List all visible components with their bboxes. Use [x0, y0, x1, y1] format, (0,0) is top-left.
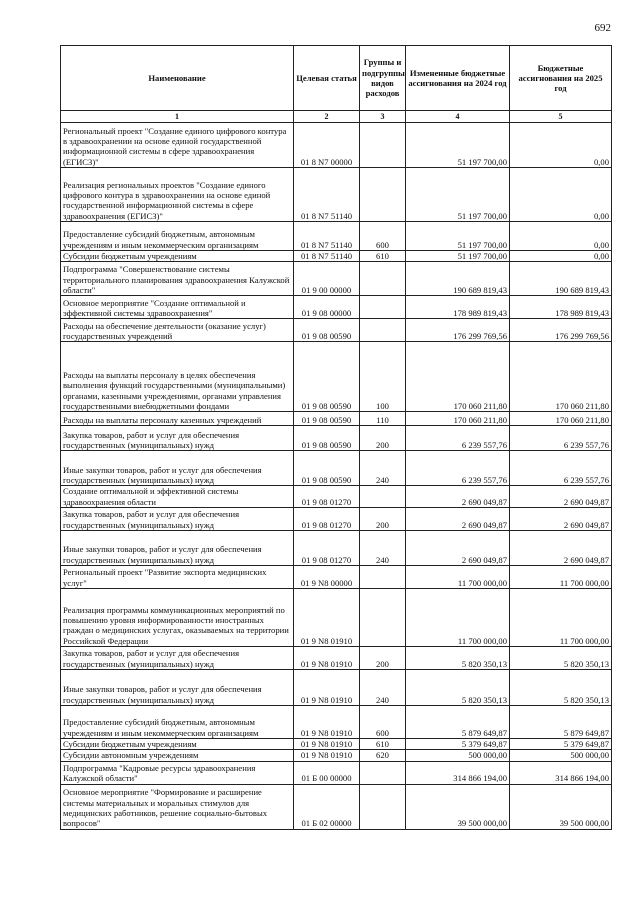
row-name: Иные закупки товаров, работ и услуг для обеспечения государственных (муниципальных) нужд [61, 451, 294, 486]
table-row [61, 123, 612, 168]
row-amount-2025: 11 700 000,00 [510, 565, 612, 588]
row-target-code: 01 9 08 00590 [294, 451, 360, 486]
row-name: Закупка товаров, работ и услуг для обеспечения государственных (муниципальных) нужд [61, 426, 294, 451]
table-row [61, 486, 612, 508]
row-name: Иные закупки товаров, работ и услуг для обеспечения государственных (муниципальных) нужд [61, 669, 294, 705]
row-amount-2024: 11 700 000,00 [406, 588, 510, 646]
row-name: Расходы на выплаты персоналу в целях обеспечения выполнения функций государственными (муниципальными) органами, казенными учреждениями, органами управления государственными внебюджетными фондами [61, 342, 294, 412]
row-name: Расходы на выплаты персоналу казенных учреждений [61, 412, 294, 426]
row-amount-2025: 6 239 557,76 [510, 426, 612, 451]
row-amount-2024: 5 879 649,87 [406, 705, 510, 738]
table-row [61, 451, 612, 486]
row-target-code: 01 8 N7 51140 [294, 222, 360, 251]
table-row [61, 168, 612, 222]
table-row [61, 342, 612, 412]
row-name: Основное мероприятие "Создание оптимальной и эффективной системы здравоохранения" [61, 296, 294, 319]
row-expense-group: 240 [360, 669, 406, 705]
table-row [61, 738, 612, 749]
row-target-code: 01 Б 02 00000 [294, 784, 360, 829]
row-expense-group: 240 [360, 451, 406, 486]
row-amount-2024: 5 379 649,87 [406, 738, 510, 749]
row-expense-group: 100 [360, 342, 406, 412]
row-target-code: 01 9 00 00000 [294, 262, 360, 296]
row-name: Предоставление субсидий бюджетным, автономным учреждениям и иным некоммерческим организациям [61, 705, 294, 738]
row-amount-2025: 176 299 769,56 [510, 319, 612, 342]
row-amount-2025: 170 060 211,80 [510, 412, 612, 426]
row-expense-group: 600 [360, 222, 406, 251]
row-target-code: 01 9 08 01270 [294, 486, 360, 508]
budget-table [60, 45, 612, 830]
row-target-code: 01 9 08 01270 [294, 530, 360, 565]
column-number: 5 [510, 111, 612, 123]
row-target-code: 01 8 N7 00000 [294, 123, 360, 168]
table-row [61, 646, 612, 669]
row-name: Реализация региональных проектов "Создание единого цифрового контура в здравоохранении на основе единой государственной информационной системы в сфере здравоохранения (ЕГИСЗ)" [61, 168, 294, 222]
row-amount-2024: 51 197 700,00 [406, 251, 510, 262]
row-expense-group [360, 168, 406, 222]
row-target-code: 01 9 N8 01910 [294, 669, 360, 705]
header-amount-2025: Бюджетные ассигнования на 2025 год [510, 46, 612, 111]
row-amount-2024: 11 700 000,00 [406, 565, 510, 588]
row-expense-group: 600 [360, 705, 406, 738]
row-target-code: 01 9 N8 01910 [294, 738, 360, 749]
table-row [61, 319, 612, 342]
table-row [61, 412, 612, 426]
table-row [61, 222, 612, 251]
column-number-row [61, 111, 612, 123]
row-name: Субсидии автономным учреждениям [61, 750, 294, 761]
row-expense-group: 110 [360, 412, 406, 426]
row-target-code: 01 9 08 00590 [294, 412, 360, 426]
row-amount-2024: 170 060 211,80 [406, 412, 510, 426]
row-name: Подпрограмма "Совершенствование системы территориального планирования здравоохранения Калужской области" [61, 262, 294, 296]
row-amount-2024: 190 689 819,43 [406, 262, 510, 296]
header-target: Целевая статья [294, 46, 360, 111]
row-amount-2024: 178 989 819,43 [406, 296, 510, 319]
row-target-code: 01 Б 00 00000 [294, 761, 360, 784]
row-target-code: 01 9 08 00590 [294, 319, 360, 342]
row-amount-2024: 6 239 557,76 [406, 426, 510, 451]
row-amount-2024: 51 197 700,00 [406, 168, 510, 222]
row-amount-2025: 190 689 819,43 [510, 262, 612, 296]
table-row [61, 507, 612, 530]
row-amount-2024: 176 299 769,56 [406, 319, 510, 342]
row-target-code: 01 9 N8 00000 [294, 565, 360, 588]
row-target-code: 01 9 08 00590 [294, 342, 360, 412]
row-name: Закупка товаров, работ и услуг для обеспечения государственных (муниципальных) нужд [61, 507, 294, 530]
column-number: 3 [360, 111, 406, 123]
row-name: Основное мероприятие "Формирование и расширение системы материальных и моральных стимулов для медицинских работников, решение социально-бытовых вопросов" [61, 784, 294, 829]
row-amount-2025: 5 820 350,13 [510, 669, 612, 705]
column-number: 1 [61, 111, 294, 123]
row-amount-2024: 39 500 000,00 [406, 784, 510, 829]
table-row [61, 669, 612, 705]
header-amount-2024: Измененные бюджетные ассигнования на 2024 год [406, 46, 510, 111]
row-amount-2025: 500 000,00 [510, 750, 612, 761]
row-amount-2024: 51 197 700,00 [406, 222, 510, 251]
table-row [61, 761, 612, 784]
table-row [61, 705, 612, 738]
row-expense-group: 240 [360, 530, 406, 565]
table-row [61, 426, 612, 451]
header-groups: Группы и подгруппы видов расходов [360, 46, 406, 111]
row-amount-2024: 2 690 049,87 [406, 530, 510, 565]
row-amount-2025: 0,00 [510, 168, 612, 222]
row-amount-2024: 314 866 194,00 [406, 761, 510, 784]
row-amount-2024: 51 197 700,00 [406, 123, 510, 168]
row-amount-2025: 39 500 000,00 [510, 784, 612, 829]
row-expense-group: 610 [360, 251, 406, 262]
table-row [61, 565, 612, 588]
row-amount-2024: 170 060 211,80 [406, 342, 510, 412]
column-number: 4 [406, 111, 510, 123]
row-target-code: 01 9 N8 01910 [294, 588, 360, 646]
row-expense-group [360, 296, 406, 319]
row-amount-2024: 5 820 350,13 [406, 646, 510, 669]
row-amount-2024: 2 690 049,87 [406, 486, 510, 508]
row-expense-group: 200 [360, 426, 406, 451]
row-name: Субсидии бюджетным учреждениям [61, 738, 294, 749]
row-amount-2025: 11 700 000,00 [510, 588, 612, 646]
row-target-code: 01 8 N7 51140 [294, 168, 360, 222]
row-target-code: 01 9 08 00590 [294, 426, 360, 451]
row-expense-group [360, 784, 406, 829]
row-name: Закупка товаров, работ и услуг для обеспечения государственных (муниципальных) нужд [61, 646, 294, 669]
row-name: Региональный проект "Развитие экспорта медицинских услуг" [61, 565, 294, 588]
table-row [61, 262, 612, 296]
row-amount-2025: 5 379 649,87 [510, 738, 612, 749]
row-amount-2024: 5 820 350,13 [406, 669, 510, 705]
row-name: Подпрограмма "Кадровые ресурсы здравоохранения Калужской области" [61, 761, 294, 784]
table-row [61, 251, 612, 262]
row-expense-group: 200 [360, 646, 406, 669]
row-expense-group [360, 262, 406, 296]
row-amount-2025: 178 989 819,43 [510, 296, 612, 319]
row-expense-group [360, 319, 406, 342]
row-target-code: 01 9 N8 01910 [294, 705, 360, 738]
row-amount-2025: 0,00 [510, 222, 612, 251]
row-expense-group [360, 123, 406, 168]
row-target-code: 01 8 N7 51140 [294, 251, 360, 262]
row-amount-2025: 314 866 194,00 [510, 761, 612, 784]
row-name: Иные закупки товаров, работ и услуг для обеспечения государственных (муниципальных) нужд [61, 530, 294, 565]
row-amount-2024: 2 690 049,87 [406, 507, 510, 530]
table-row [61, 530, 612, 565]
row-expense-group [360, 588, 406, 646]
row-expense-group: 610 [360, 738, 406, 749]
row-name: Предоставление субсидий бюджетным, автономным учреждениям и иным некоммерческим организациям [61, 222, 294, 251]
table-row [61, 296, 612, 319]
header-name: Наименование [61, 46, 294, 111]
table-row [61, 750, 612, 761]
row-amount-2025: 6 239 557,76 [510, 451, 612, 486]
row-amount-2025: 2 690 049,87 [510, 530, 612, 565]
row-expense-group: 200 [360, 507, 406, 530]
row-target-code: 01 9 N8 01910 [294, 646, 360, 669]
row-amount-2024: 6 239 557,76 [406, 451, 510, 486]
row-expense-group [360, 565, 406, 588]
row-name: Расходы на обеспечение деятельности (оказание услуг) государственных учреждений [61, 319, 294, 342]
row-target-code: 01 9 08 00000 [294, 296, 360, 319]
row-amount-2025: 0,00 [510, 123, 612, 168]
row-amount-2025: 5 820 350,13 [510, 646, 612, 669]
row-expense-group: 620 [360, 750, 406, 761]
row-amount-2025: 170 060 211,80 [510, 342, 612, 412]
row-amount-2025: 5 879 649,87 [510, 705, 612, 738]
row-target-code: 01 9 08 01270 [294, 507, 360, 530]
row-name: Создание оптимальной и эффективной системы здравоохранения области [61, 486, 294, 508]
row-amount-2025: 2 690 049,87 [510, 507, 612, 530]
row-name: Субсидии бюджетным учреждениям [61, 251, 294, 262]
row-expense-group [360, 761, 406, 784]
column-number: 2 [294, 111, 360, 123]
row-name: Реализация программы коммуникационных мероприятий по повышению уровня информированности иностранных граждан о медицинских услугах, оказываемых на территории Российской Федерации [61, 588, 294, 646]
row-amount-2025: 0,00 [510, 251, 612, 262]
row-name: Региональный проект "Создание единого цифрового контура в здравоохранении на основе единой государственной информационной системы в сфере здравоохранения (ЕГИСЗ)" [61, 123, 294, 168]
row-expense-group [360, 486, 406, 508]
row-target-code: 01 9 N8 01910 [294, 750, 360, 761]
page-number: 692 [594, 22, 611, 34]
table-row [61, 588, 612, 646]
row-amount-2024: 500 000,00 [406, 750, 510, 761]
row-amount-2025: 2 690 049,87 [510, 486, 612, 508]
table-row [61, 784, 612, 829]
header-row [61, 46, 612, 111]
